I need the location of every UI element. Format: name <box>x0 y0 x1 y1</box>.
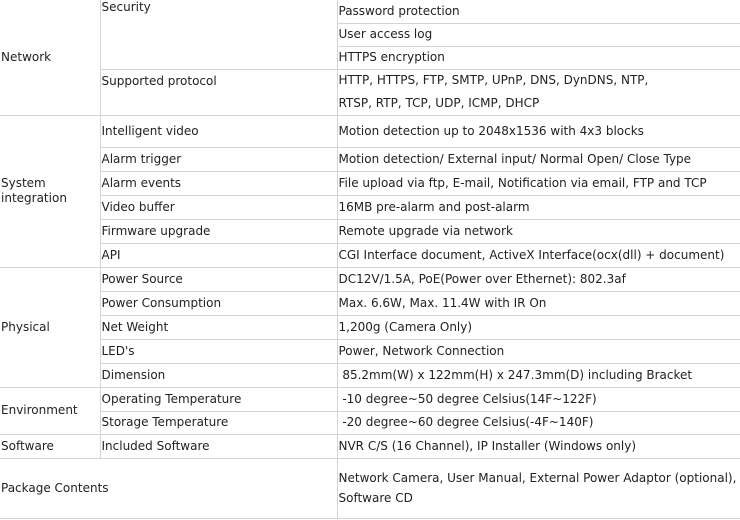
value-package-contents: Network Camera, User Manual, External Power Adaptor (optional), Software CD <box>337 458 740 518</box>
table-row <box>0 339 740 363</box>
table-row <box>0 219 740 243</box>
table-row <box>0 458 740 518</box>
category-environment: Environment <box>0 387 100 434</box>
value-alarm-trigger: Motion detection/ External input/ Normal Open/ Close Type <box>337 147 740 171</box>
label-power-consumption: Power Consumption <box>100 291 337 315</box>
label-video-buffer: Video buffer <box>100 195 337 219</box>
value-alarm-events: File upload via ftp, E-mail, Notification via email, FTP and TCP <box>337 171 740 195</box>
category-software: Software <box>0 434 100 458</box>
label-power-source: Power Source <box>100 267 337 291</box>
table-row <box>0 267 740 291</box>
label-dimension: Dimension <box>100 363 337 387</box>
table-row <box>0 195 740 219</box>
table-row <box>0 69 740 92</box>
label-supported-protocol: Supported protocol <box>100 69 337 115</box>
label-included-software: Included Software <box>100 434 337 458</box>
value-user-access-log: User access log <box>337 23 740 46</box>
label-alarm-trigger: Alarm trigger <box>100 147 337 171</box>
table-row <box>0 291 740 315</box>
label-leds: LED's <box>100 339 337 363</box>
table-row <box>0 243 740 267</box>
category-physical: Physical <box>0 267 100 387</box>
table-row <box>0 0 740 23</box>
table-row <box>0 434 740 458</box>
value-intelligent-video: Motion detection up to 2048x1536 with 4x3 blocks <box>337 115 740 147</box>
category-package-contents: Package Contents <box>0 458 337 518</box>
value-firmware-upgrade: Remote upgrade via network <box>337 219 740 243</box>
value-net-weight: 1,200g (Camera Only) <box>337 315 740 339</box>
value-dimension: 85.2mm(W) x 122mm(H) x 247.3mm(D) including Bracket <box>337 363 740 387</box>
value-api: CGI Interface document, ActiveX Interface(ocx(dll) + document) <box>337 243 740 267</box>
label-storage-temperature: Storage Temperature <box>100 411 337 434</box>
value-operating-temperature: -10 degree~50 degree Celsius(14F~122F) <box>337 387 740 411</box>
label-firmware-upgrade: Firmware upgrade <box>100 219 337 243</box>
table-row <box>0 171 740 195</box>
label-alarm-events: Alarm events <box>100 171 337 195</box>
value-protocols-line2: RTSP, RTP, TCP, UDP, ICMP, DHCP <box>337 92 740 115</box>
label-intelligent-video: Intelligent video <box>100 115 337 147</box>
value-protocols-line1: HTTP, HTTPS, FTP, SMTP, UPnP, DNS, DynDNS, NTP, <box>337 69 740 92</box>
table-row <box>0 315 740 339</box>
category-system-integration <box>0 115 100 267</box>
label-security: Security <box>100 0 337 69</box>
value-included-software: NVR C/S (16 Channel), IP Installer (Windows only) <box>337 434 740 458</box>
table-row <box>0 363 740 387</box>
category-network: Network <box>0 0 100 115</box>
label-net-weight: Net Weight <box>100 315 337 339</box>
value-storage-temperature: -20 degree~60 degree Celsius(-4F~140F) <box>337 411 740 434</box>
table-row <box>0 411 740 434</box>
value-video-buffer: 16MB pre-alarm and post-alarm <box>337 195 740 219</box>
value-power-source: DC12V/1.5A, PoE(Power over Ethernet): 802.3af <box>337 267 740 291</box>
value-leds: Power, Network Connection <box>337 339 740 363</box>
label-operating-temperature: Operating Temperature <box>100 387 337 411</box>
table-row <box>0 387 740 411</box>
table-row <box>0 115 740 147</box>
category-system-line1: System <box>1 176 46 190</box>
value-password-protection: Password protection <box>337 0 740 23</box>
category-system-line2: integration <box>1 191 67 205</box>
value-power-consumption: Max. 6.6W, Max. 11.4W with IR On <box>337 291 740 315</box>
label-api: API <box>100 243 337 267</box>
value-https-encryption: HTTPS encryption <box>337 46 740 69</box>
table-row <box>0 147 740 171</box>
